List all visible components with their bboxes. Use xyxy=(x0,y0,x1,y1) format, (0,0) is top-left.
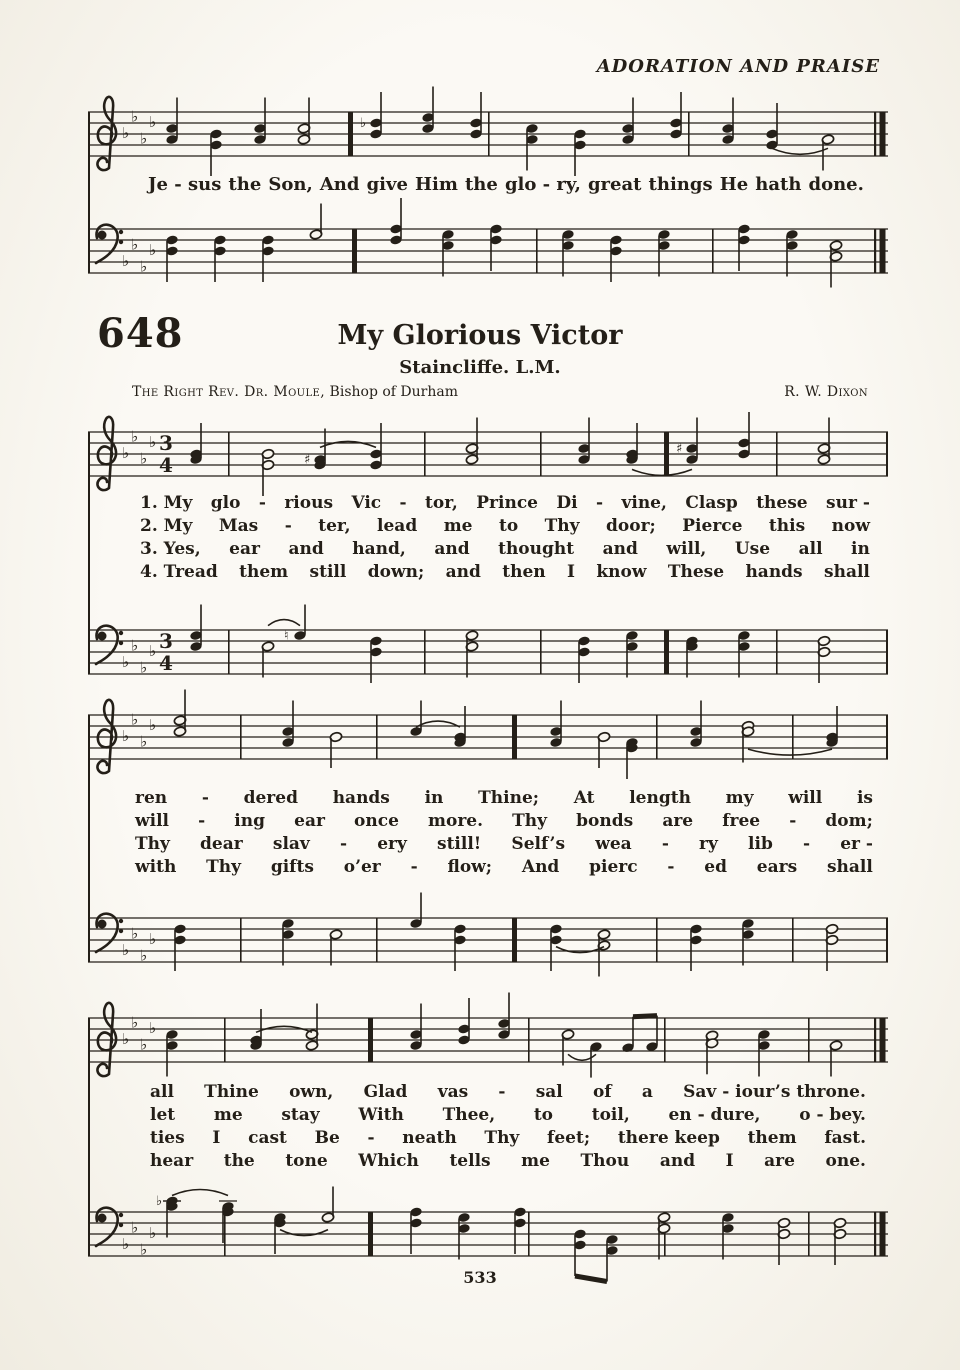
lyric-token: - xyxy=(667,857,675,877)
svg-text:♭: ♭ xyxy=(122,941,130,959)
lyric-token: Thy xyxy=(206,857,242,877)
lyric-token: er - xyxy=(840,834,873,854)
lyric-token: the xyxy=(223,1151,255,1171)
lyric-token: cast xyxy=(248,1128,287,1148)
lyric-token: Prince xyxy=(476,493,538,513)
lyric-token: things xyxy=(648,174,713,195)
lyric-token: Thine xyxy=(204,1082,259,1102)
lyric-line xyxy=(140,493,870,516)
lyric-token: - xyxy=(284,516,292,536)
svg-text:♭: ♭ xyxy=(131,235,139,254)
lyric-token: I xyxy=(212,1128,221,1148)
svg-text:♭: ♭ xyxy=(122,653,130,671)
svg-text:♭: ♭ xyxy=(140,1240,148,1259)
svg-text:♭: ♭ xyxy=(149,113,157,131)
lyric-token: Glad xyxy=(363,1082,408,1102)
lyric-token: - xyxy=(258,493,266,513)
lyric-token: still xyxy=(309,562,347,582)
svg-text:♭: ♭ xyxy=(149,1019,157,1037)
lyric-line xyxy=(135,788,873,811)
lyric-token: all xyxy=(798,539,823,559)
lyric-token: done. xyxy=(808,174,864,195)
lyric-token: - xyxy=(198,811,206,831)
lyric-token: Je - sus xyxy=(148,174,222,195)
lyric-token: ren xyxy=(135,788,168,808)
lyric-token: more. xyxy=(428,811,484,831)
lyric-token: ed xyxy=(704,857,727,877)
lyric-token: - xyxy=(789,811,797,831)
svg-text:♭: ♭ xyxy=(149,716,157,734)
lyric-token: dear xyxy=(200,834,243,854)
lyric-token: - xyxy=(201,788,209,808)
lyric-token: o - bey. xyxy=(799,1105,866,1125)
lyric-token: dered xyxy=(243,788,298,808)
svg-text:♭: ♭ xyxy=(360,116,367,131)
svg-text:♭: ♭ xyxy=(149,642,157,660)
lyric-token: and xyxy=(659,1151,696,1171)
lyric-token: 3. Yes, xyxy=(140,539,201,559)
lyric-token: will xyxy=(788,788,823,808)
lyric-token: ties xyxy=(150,1128,185,1148)
lyric-token: is xyxy=(856,788,873,808)
svg-text:♮: ♮ xyxy=(284,628,289,644)
svg-text:♭: ♭ xyxy=(131,636,139,655)
lyric-token: - xyxy=(661,834,669,854)
lyric-token: tor, xyxy=(425,493,458,513)
svg-text:♭: ♭ xyxy=(140,449,148,468)
svg-text:♭: ♭ xyxy=(131,924,139,943)
lyric-token: - xyxy=(498,1082,506,1102)
lyric-line xyxy=(150,1128,866,1151)
lyric-line xyxy=(150,1082,866,1105)
svg-text:♭: ♭ xyxy=(122,727,130,745)
lyric-token: tells xyxy=(449,1151,491,1171)
hymn-title: My Glorious Victor xyxy=(337,320,623,351)
lyric-token: glo - ry, xyxy=(504,174,581,195)
svg-text:♭: ♭ xyxy=(140,129,148,148)
lyric-token: slav xyxy=(272,834,310,854)
lyric-token: neath xyxy=(402,1128,457,1148)
lyric-token: once xyxy=(354,811,399,831)
lyric-token: wea xyxy=(595,834,632,854)
lyric-token: stay xyxy=(281,1105,320,1125)
lyric-token: pierc xyxy=(589,857,638,877)
system-brace-line xyxy=(88,112,90,273)
lyric-token: Pierce xyxy=(682,516,743,536)
lyric-token: sur - xyxy=(826,493,870,513)
lyric-token: in xyxy=(851,539,870,559)
lyric-token: give xyxy=(366,174,408,195)
lyric-token: length xyxy=(629,788,691,808)
svg-text:♭: ♭ xyxy=(140,658,148,677)
svg-text:♯: ♯ xyxy=(676,441,683,457)
svg-text:♭: ♭ xyxy=(131,107,139,126)
lyric-token: in xyxy=(424,788,444,808)
svg-text:♭: ♭ xyxy=(131,427,139,446)
lyric-token: Clasp xyxy=(685,493,738,513)
svg-text:♭: ♭ xyxy=(122,444,130,462)
lyric-token: hands xyxy=(745,562,803,582)
lyric-token: sal xyxy=(535,1082,563,1102)
svg-text:♭: ♭ xyxy=(149,241,157,259)
lyric-token: shall xyxy=(826,857,873,877)
svg-text:♭: ♭ xyxy=(140,946,148,965)
previous-hymn-lyrics xyxy=(148,174,864,200)
lyric-token: down; xyxy=(367,562,425,582)
lyric-token: to xyxy=(533,1105,554,1125)
lyric-token: door; xyxy=(606,516,656,536)
lyric-token: 1. My xyxy=(140,493,193,513)
lyric-token: rious xyxy=(284,493,334,513)
svg-text:♭: ♭ xyxy=(131,1013,139,1032)
lyric-token: fast. xyxy=(824,1128,866,1148)
lyric-token: Him xyxy=(415,174,458,195)
lyric-token: me xyxy=(443,516,473,536)
lyric-token: hand, xyxy=(352,539,406,559)
svg-text:♭: ♭ xyxy=(140,732,148,751)
lyric-token: Thee, xyxy=(442,1105,496,1125)
lyric-token: With xyxy=(358,1105,404,1125)
lyric-token: Vic xyxy=(351,493,382,513)
lyric-token: hear xyxy=(150,1151,194,1171)
lyric-token: ing xyxy=(234,811,266,831)
lyric-token: toil, xyxy=(591,1105,630,1125)
lyric-token: still! xyxy=(437,834,482,854)
page-number: 533 xyxy=(463,1268,497,1287)
lyric-token: - xyxy=(367,1128,375,1148)
lyric-token: vine, xyxy=(621,493,667,513)
svg-text:♭: ♭ xyxy=(131,1218,139,1237)
lyric-token: Thy xyxy=(484,1128,520,1148)
lyric-token: me xyxy=(213,1105,243,1125)
hymn-tune-name: Staincliffe. L.M. xyxy=(399,357,561,378)
lyric-token: hands xyxy=(332,788,390,808)
lyric-token: the xyxy=(464,174,498,195)
lyric-token: lead xyxy=(377,516,418,536)
lyric-token: I xyxy=(725,1151,734,1171)
verse-block-3 xyxy=(150,1082,866,1174)
lyric-token: Be xyxy=(314,1128,340,1148)
lyric-token: and xyxy=(434,539,470,559)
lyric-token: will, xyxy=(666,539,707,559)
lyric-token: ears xyxy=(756,857,798,877)
lyric-token: are xyxy=(764,1151,795,1171)
lyric-token: these xyxy=(756,493,808,513)
system-brace-line xyxy=(88,1018,90,1256)
lyric-token: ter, xyxy=(318,516,351,536)
lyric-token: shall xyxy=(824,562,870,582)
lyric-token: own, xyxy=(289,1082,334,1102)
lyric-token: now xyxy=(831,516,870,536)
lyric-token: bonds xyxy=(576,811,634,831)
lyric-token: vas xyxy=(437,1082,469,1102)
lyric-token: And xyxy=(319,174,360,195)
lyric-token: Thy xyxy=(512,811,548,831)
lyric-token: lib xyxy=(748,834,773,854)
lyric-token: all xyxy=(150,1082,174,1102)
lyric-token: - xyxy=(339,834,348,854)
svg-text:♭: ♭ xyxy=(122,252,130,270)
svg-text:4: 4 xyxy=(159,651,173,675)
lyric-token: flow; xyxy=(447,857,493,877)
music-staff-previous-hymn-bass xyxy=(88,199,888,309)
lyric-token: At xyxy=(573,788,595,808)
lyric-token: to xyxy=(498,516,519,536)
svg-text:♭: ♭ xyxy=(149,1224,157,1242)
lyric-token: Son, xyxy=(268,174,313,195)
lyric-token: this xyxy=(768,516,806,536)
lyric-token: thought xyxy=(498,539,575,559)
lyric-token: my xyxy=(725,788,754,808)
lyric-token: and xyxy=(602,539,638,559)
lyric-token: the xyxy=(228,174,262,195)
lyric-token: He xyxy=(719,174,749,195)
music-staff-line2-bass xyxy=(88,888,888,998)
lyric-token: and xyxy=(288,539,324,559)
lyric-token: Sav - iour’s throne. xyxy=(683,1082,866,1102)
svg-text:♭: ♭ xyxy=(122,1030,130,1048)
lyric-token: then xyxy=(502,562,546,582)
system-brace-line xyxy=(88,432,90,674)
lyric-token: me xyxy=(521,1151,550,1171)
lyric-token: And xyxy=(521,857,560,877)
music-staff-line2-treble xyxy=(88,685,888,795)
lyric-token: gifts xyxy=(270,857,314,877)
lyric-line xyxy=(150,1151,866,1174)
svg-text:♭: ♭ xyxy=(122,1235,130,1253)
lyric-token: ear xyxy=(294,811,325,831)
lyric-token: will xyxy=(135,811,170,831)
lyric-token: with xyxy=(135,857,177,877)
lyric-token: I xyxy=(567,562,575,582)
lyric-line xyxy=(140,539,870,562)
svg-text:4: 4 xyxy=(159,453,173,477)
lyric-token: Use xyxy=(734,539,771,559)
lyric-token: 2. My xyxy=(140,516,193,536)
lyric-line xyxy=(135,811,873,834)
svg-text:♭: ♭ xyxy=(156,1194,163,1209)
hymn-number: 648 xyxy=(97,310,184,357)
lyric-token: - xyxy=(596,493,604,513)
lyric-token: - xyxy=(410,857,418,877)
lyric-token: Self’s xyxy=(511,834,566,854)
lyric-token: glo xyxy=(210,493,241,513)
lyric-token: Thine; xyxy=(478,788,540,808)
lyric-token: o’er xyxy=(343,857,381,877)
lyric-token: great xyxy=(587,174,642,195)
lyric-token: free xyxy=(722,811,761,831)
lyric-token: let xyxy=(150,1105,176,1125)
verse-block-2 xyxy=(135,788,873,880)
lyric-line xyxy=(148,174,864,200)
svg-text:♯: ♯ xyxy=(304,452,311,468)
lyric-token: them xyxy=(747,1128,797,1148)
lyric-token: - xyxy=(803,834,811,854)
lyric-line xyxy=(140,516,870,539)
lyric-token: of xyxy=(592,1082,612,1102)
lyric-token: Mas xyxy=(218,516,259,536)
lyric-token: them xyxy=(239,562,289,582)
verse-block-1 xyxy=(140,493,870,585)
lyric-token: there keep xyxy=(617,1128,720,1148)
svg-text:3: 3 xyxy=(159,431,173,455)
lyric-token: ry xyxy=(699,834,718,854)
lyric-token: 4. Tread xyxy=(140,562,218,582)
svg-text:♭: ♭ xyxy=(140,257,148,276)
lyric-token: dom; xyxy=(825,811,873,831)
lyric-token: Thou xyxy=(580,1151,630,1171)
lyric-line xyxy=(150,1105,866,1128)
lyric-line xyxy=(135,834,873,857)
lyric-token: and xyxy=(445,562,481,582)
lyric-token: Thy xyxy=(135,834,170,854)
lyric-token: These xyxy=(667,562,725,582)
lyric-line xyxy=(140,562,870,585)
system-brace-line xyxy=(88,715,90,962)
svg-text:♭: ♭ xyxy=(131,710,139,729)
svg-text:♭: ♭ xyxy=(122,124,130,142)
lyric-token: en - dure, xyxy=(668,1105,761,1125)
lyric-token: hath xyxy=(755,174,802,195)
lyric-token: know xyxy=(596,562,647,582)
lyric-token: - xyxy=(399,493,407,513)
lyric-token: a xyxy=(641,1082,653,1102)
svg-text:♭: ♭ xyxy=(149,433,157,451)
svg-text:♭: ♭ xyxy=(140,1035,148,1054)
svg-text:♭: ♭ xyxy=(149,930,157,948)
svg-text:3: 3 xyxy=(159,629,173,653)
lyric-token: ear xyxy=(229,539,260,559)
lyric-token: tone xyxy=(285,1151,328,1171)
lyric-token: one. xyxy=(825,1151,866,1171)
hymn-composer: R. W. Dixon xyxy=(784,384,868,400)
lyric-line xyxy=(135,857,873,880)
hymn-author: The Right Rev. Dr. Moule, Bishop of Durham xyxy=(132,384,458,400)
lyric-token: feet; xyxy=(547,1128,591,1148)
lyric-token: Which xyxy=(358,1151,419,1171)
section-header: ADORATION AND PRAISE xyxy=(596,56,880,77)
lyric-token: are xyxy=(662,811,694,831)
lyric-token: ery xyxy=(377,834,407,854)
lyric-token: Thy xyxy=(544,516,580,536)
lyric-token: Di xyxy=(556,493,578,513)
